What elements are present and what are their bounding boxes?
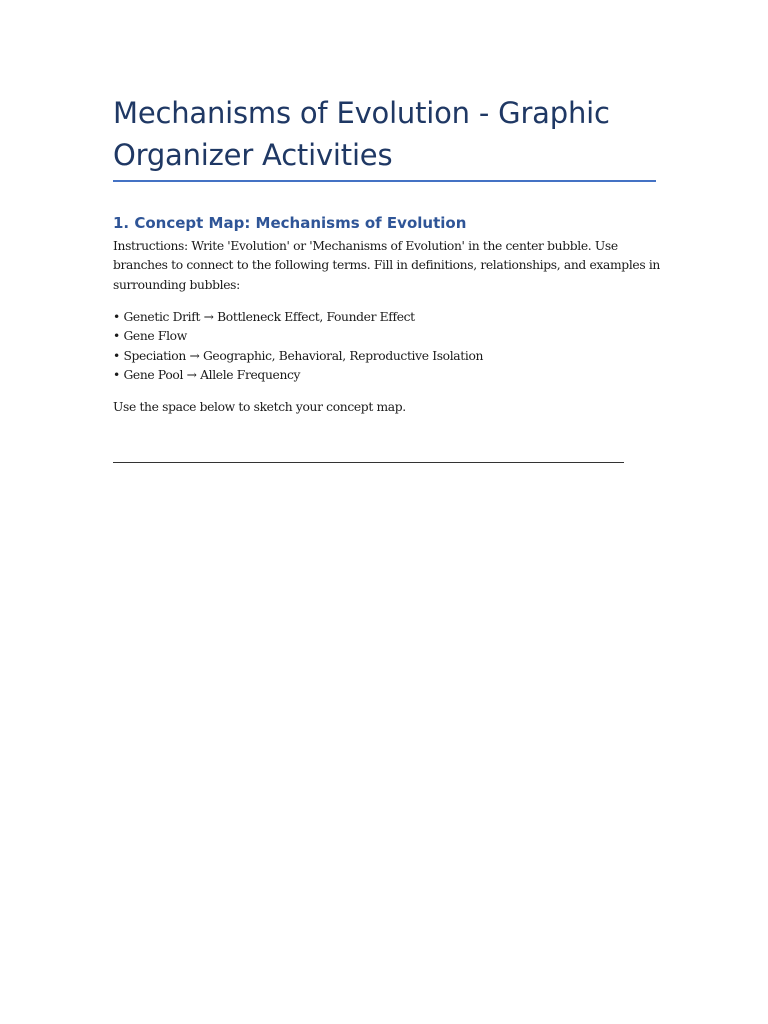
title-underline-rule <box>113 180 656 182</box>
bullet-item-speciation: • Speciation → Geographic, Behavioral, Reproductive Isolation <box>113 348 484 363</box>
section-heading-concept-map: 1. Concept Map: Mechanisms of Evolution <box>113 214 467 232</box>
bullet-item-gene-flow: • Gene Flow <box>113 329 187 344</box>
document-title: Mechanisms of Evolution - Graphic Organizer Activities <box>113 96 610 172</box>
bullet-item-genetic-drift: • Genetic Drift → Bottleneck Effect, Founder Effect <box>113 310 415 324</box>
bullet-item-gene-pool: • Gene Pool → Allele Frequency <box>113 367 301 382</box>
instructions-text: Instructions: Write 'Evolution' or 'Mechanisms of Evolution' in the center bubble. Use branches to connect to the following terms. Fill in definitions, relationships, and examples in surrounding bubbles: <box>113 239 661 292</box>
sketch-instruction: Use the space below to sketch your concept map. <box>113 400 406 414</box>
terms-bullet-list <box>113 308 663 385</box>
sketch-answer-line <box>113 462 624 463</box>
